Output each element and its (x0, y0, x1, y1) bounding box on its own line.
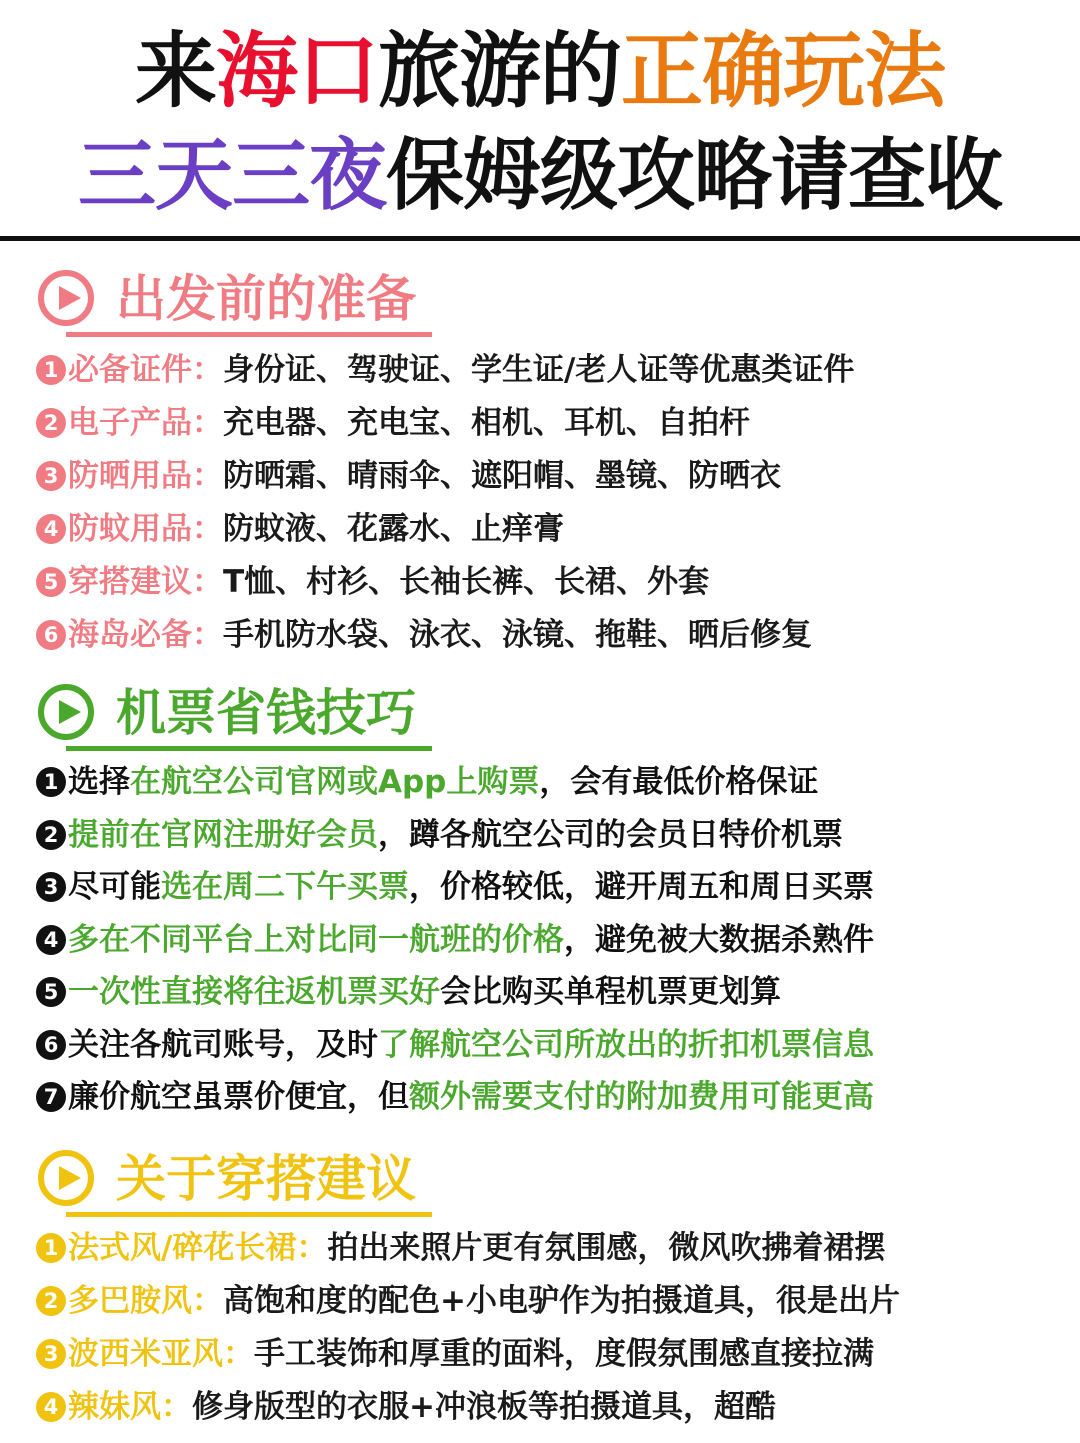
list-item (36, 914, 874, 966)
number-badge: 1 (36, 767, 66, 797)
highlight-text: 选在周二下午买票 (161, 869, 409, 905)
item-text: 关注各航司账号，及时 (68, 1026, 378, 1063)
item-text: 选择 (68, 764, 130, 800)
list-item (36, 756, 818, 808)
list-item (36, 450, 781, 502)
list-item (36, 556, 709, 608)
number-badge: 6 (36, 620, 66, 650)
title-part-highlight: 海口 (215, 24, 378, 119)
item-label: 多巴胺风： (68, 1283, 223, 1319)
section-outfit (0, 1146, 1080, 1222)
section-heading (0, 266, 1080, 342)
number-badge: 4 (36, 925, 66, 955)
item-label: 防蚊用品： (68, 511, 223, 547)
item-value: 手机防水袋、泳衣、泳镜、拖鞋、晒后修复 (223, 617, 812, 653)
number-badge: 1 (36, 355, 66, 385)
list-item (36, 1019, 874, 1071)
item-text: 廉价航空虽票价便宜，但 (68, 1079, 409, 1115)
title-part: 保姆级攻略请查收 (386, 131, 1003, 221)
number-badge: 2 (36, 1286, 66, 1316)
item-label: 辣妹风： (68, 1389, 192, 1425)
section-preparation (0, 266, 1080, 342)
number-badge: 2 (36, 820, 66, 850)
section-heading (0, 1146, 1080, 1222)
item-value: 修身版型的衣服+冲浪板等拍摄道具，超酷 (192, 1389, 776, 1425)
number-badge: 3 (36, 872, 66, 902)
item-label: 必备证件： (68, 352, 223, 388)
list-item (36, 1071, 874, 1123)
item-label: 电子产品： (68, 405, 223, 441)
list-item (36, 609, 812, 661)
highlight-text: 多在不同平台上对比同一航班的价格 (68, 921, 564, 958)
title-part-highlight: 三天三夜 (77, 131, 386, 221)
item-value: 高饱和度的配色+小电驴作为拍摄道具，很是出片 (223, 1283, 900, 1319)
item-value: 防晒霜、晴雨伞、遮阳帽、墨镜、防晒衣 (223, 458, 781, 494)
number-badge: 5 (36, 567, 66, 597)
item-label: 法式风/碎花长裙： (68, 1230, 328, 1266)
list-item (36, 344, 854, 396)
number-badge: 4 (36, 514, 66, 544)
item-text: ，蹲各航空公司的会员日特价机票 (378, 816, 843, 853)
list-item (36, 809, 843, 861)
section-underline (66, 1212, 432, 1217)
item-value: 拍出来照片更有氛围感，微风吹拂着裙摆 (327, 1230, 886, 1266)
item-value: 防蚊液、花露水、止痒膏 (223, 511, 564, 547)
title-line-2 (0, 128, 1080, 224)
number-badge: 2 (36, 408, 66, 438)
number-badge: 5 (36, 977, 66, 1007)
item-value: 手工装饰和厚重的面料，度假氛围感直接拉满 (254, 1336, 874, 1372)
number-badge: 7 (36, 1082, 66, 1112)
item-text: ，避免被大数据杀熟件 (564, 921, 874, 958)
highlight-text: 额外需要支付的附加费用可能更高 (409, 1079, 874, 1115)
highlight-text: 在航空公司官网或App上购票 (130, 764, 540, 800)
list-item (36, 1381, 776, 1433)
item-value: T恤、村衫、长袖长裤、长裙、外套 (223, 564, 710, 600)
item-text: ，会有最低价格保证 (539, 764, 819, 800)
title-part: 来 (134, 24, 216, 119)
section-heading (0, 680, 1080, 756)
title-line-1 (0, 22, 1080, 122)
list-item (36, 1328, 874, 1380)
play-circle-icon (38, 270, 94, 326)
highlight-text: 一次性直接将往返机票买好 (68, 974, 440, 1010)
list-item (36, 1222, 885, 1274)
title-part-highlight: 正确玩法 (621, 24, 946, 119)
play-circle-icon (38, 1150, 94, 1206)
page-header (0, 0, 1080, 236)
title-part: 旅游的 (378, 24, 622, 119)
item-label: 海岛必备： (68, 617, 223, 653)
number-badge: 1 (36, 1233, 66, 1263)
item-value: 充电器、充电宝、相机、耳机、自拍杆 (223, 405, 750, 441)
play-circle-icon (38, 684, 94, 740)
highlight-text: 提前在官网注册好会员 (68, 816, 378, 853)
list-item (36, 966, 781, 1018)
section-underline (66, 746, 432, 751)
item-label: 波西米亚风： (68, 1336, 254, 1372)
number-badge: 3 (36, 461, 66, 491)
section-flight-tips (0, 680, 1080, 756)
item-label: 防晒用品： (68, 458, 223, 494)
number-badge: 4 (36, 1392, 66, 1422)
section-underline (66, 332, 432, 337)
list-item (36, 503, 564, 555)
list-item (36, 397, 750, 449)
highlight-text: 了解航空公司所放出的折扣机票信息 (378, 1026, 874, 1063)
list-item (36, 861, 874, 913)
section-title: 机票省钱技巧 (116, 684, 416, 742)
header-divider (0, 236, 1080, 241)
section-title: 关于穿搭建议 (116, 1150, 416, 1208)
number-badge: 6 (36, 1030, 66, 1060)
list-item (36, 1275, 900, 1327)
item-value: 身份证、驾驶证、学生证/老人证等优惠类证件 (223, 352, 855, 388)
item-label: 穿搭建议： (68, 564, 223, 600)
item-text: 尽可能 (68, 869, 161, 905)
section-title: 出发前的准备 (116, 270, 416, 328)
item-text: ，价格较低，避开周五和周日买票 (409, 869, 874, 905)
number-badge: 3 (36, 1339, 66, 1369)
item-text: 会比购买单程机票更划算 (440, 974, 781, 1010)
